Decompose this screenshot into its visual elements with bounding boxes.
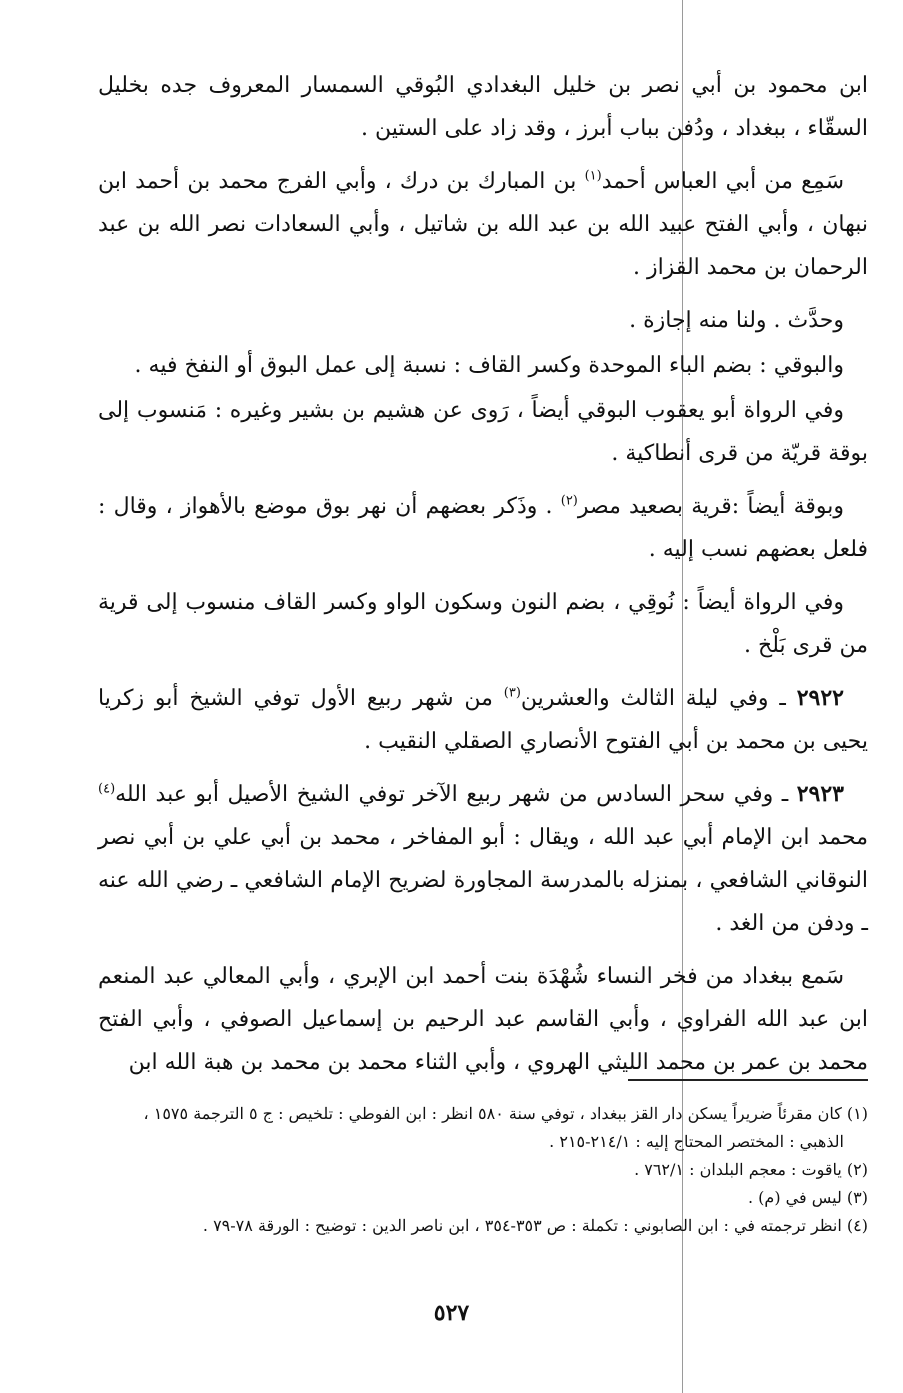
footnote-1-continued: الذهبي : المختصر المحتاج إليه : ٢١٤/١-٢١٥ . [549, 1132, 844, 1151]
paragraph-6-part-b: . وذَكر بعضهم أن نهر بوق موضع بالأهواز ، وقال : فلعل بعضهم نسب إليه . [98, 494, 868, 562]
footnote-separator [628, 1079, 868, 1081]
main-text [98, 64, 868, 1094]
footnote-ref-1: (١) [584, 168, 602, 184]
paragraph-7: وفي الرواة أيضاً : نُوقِي ، بضم النون وسكون الواو وكسر القاف منسوب إلى قرية من قرى بَلْخ . [98, 590, 868, 658]
entry-2922 [98, 677, 868, 763]
entry-2923-number: ٢٩٢٣ [796, 781, 844, 807]
entry-2923 [98, 773, 868, 945]
footnote-2: (٢) ياقوت : معجم البلدان : ٧٦٢/١ . [634, 1160, 868, 1179]
paragraph-3: وحدَّث . ولنا منه إجازة . [629, 308, 844, 333]
paragraph-8: سَمع ببغداد من فخر النساء شُهْدَة بنت أحمد ابن الإبري ، وأبي المعالي عبد المنعم ابن عبد الله الفراوي ، وأبي القاسم عبد الرحيم بن إسماعيل الصوفي ، وأبي الفتح محمد بن عمر بن محمد الليثي الهروي ، وأبي الثناء محمد بن محمد بن هبة الله ابن [98, 964, 868, 1075]
paragraph-6-part-a: وبوقة أيضاً :قرية بصعيد مصر [577, 494, 845, 519]
entry-2923-part-b: محمد ابن الإمام أبي عبد الله ، ويقال : أبو المفاخر ، محمد بن أبي علي بن أبي نصر النوقاني الشافعي ، بمنزله بالمدرسة المجاورة لضريح الإمام الشافعي ـ رضي الله عنه ـ ودفن من الغد . [98, 825, 868, 936]
paragraph-2-part-b: بن المبارك بن درك ، وأبي الفرج محمد بن أحمد ابن نبهان ، وأبي الفتح عبيد الله بن عبد الله بن شاتيل ، وأبي السعادات نصر الله بن عبد الرحمان بن محمد القزاز . [98, 169, 868, 280]
entry-2923-part-a: ـ وفي سحر السادس من شهر ربيع الآخر توفي الشيخ الأصيل أبو عبد الله [115, 782, 797, 807]
paragraph-6 [98, 485, 868, 571]
paragraph-4: والبوقي : بضم الباء الموحدة وكسر القاف : نسبة إلى عمل البوق أو النفخ فيه . [134, 353, 844, 378]
footnote-3: (٣) ليس في (م) . [748, 1188, 868, 1207]
footnote-ref-2: (٢) [560, 493, 578, 509]
entry-2922-part-a: ـ وفي ليلة الثالث والعشرين [520, 686, 797, 711]
page-number: ٥٢٧ [433, 1300, 470, 1326]
paragraph-2 [98, 160, 868, 289]
paragraph-5: وفي الرواة أبو يعقوب البوقي أيضاً ، رَوى عن هشيم بن بشير وغيره : مَنسوب إلى بوقة قريّة من قرى أنطاكية . [98, 398, 868, 466]
footnote-ref-3: (٣) [503, 685, 521, 701]
entry-2922-part-b: من شهر ربيع الأول توفي الشيخ أبو زكريا يحيى بن محمد بن أبي الفتوح الأنصاري الصقلي النقيب . [98, 686, 868, 754]
paragraph-2-part-a: سَمِع من أبي العباس أحمد [601, 169, 845, 194]
paragraph-1: ابن محمود بن أبي نصر بن خليل البغدادي البُوقي السمسار المعروف جده بخليل السقّاء ، ببغداد ، ودُفن بباب أبرز ، وقد زاد على الستين . [98, 73, 868, 141]
footnote-ref-4: (٤) [98, 781, 116, 797]
footnotes [140, 1100, 868, 1240]
footnote-4: (٤) انظر ترجمته في : ابن الصابوني : تكملة : ص ٣٥٣-٣٥٤ ، ابن ناصر الدين : توضيح : الورقة ٧٨-٧٩ . [202, 1216, 868, 1235]
entry-2922-number: ٢٩٢٢ [796, 685, 844, 711]
footnote-1: (١) كان مقرئاً ضريراً يسكن دار القز ببغداد ، توفي سنة ٥٨٠ انظر : ابن الفوطي : تلخيص : ج ٥ الترجمة ١٥٧٥ ، [143, 1104, 868, 1123]
